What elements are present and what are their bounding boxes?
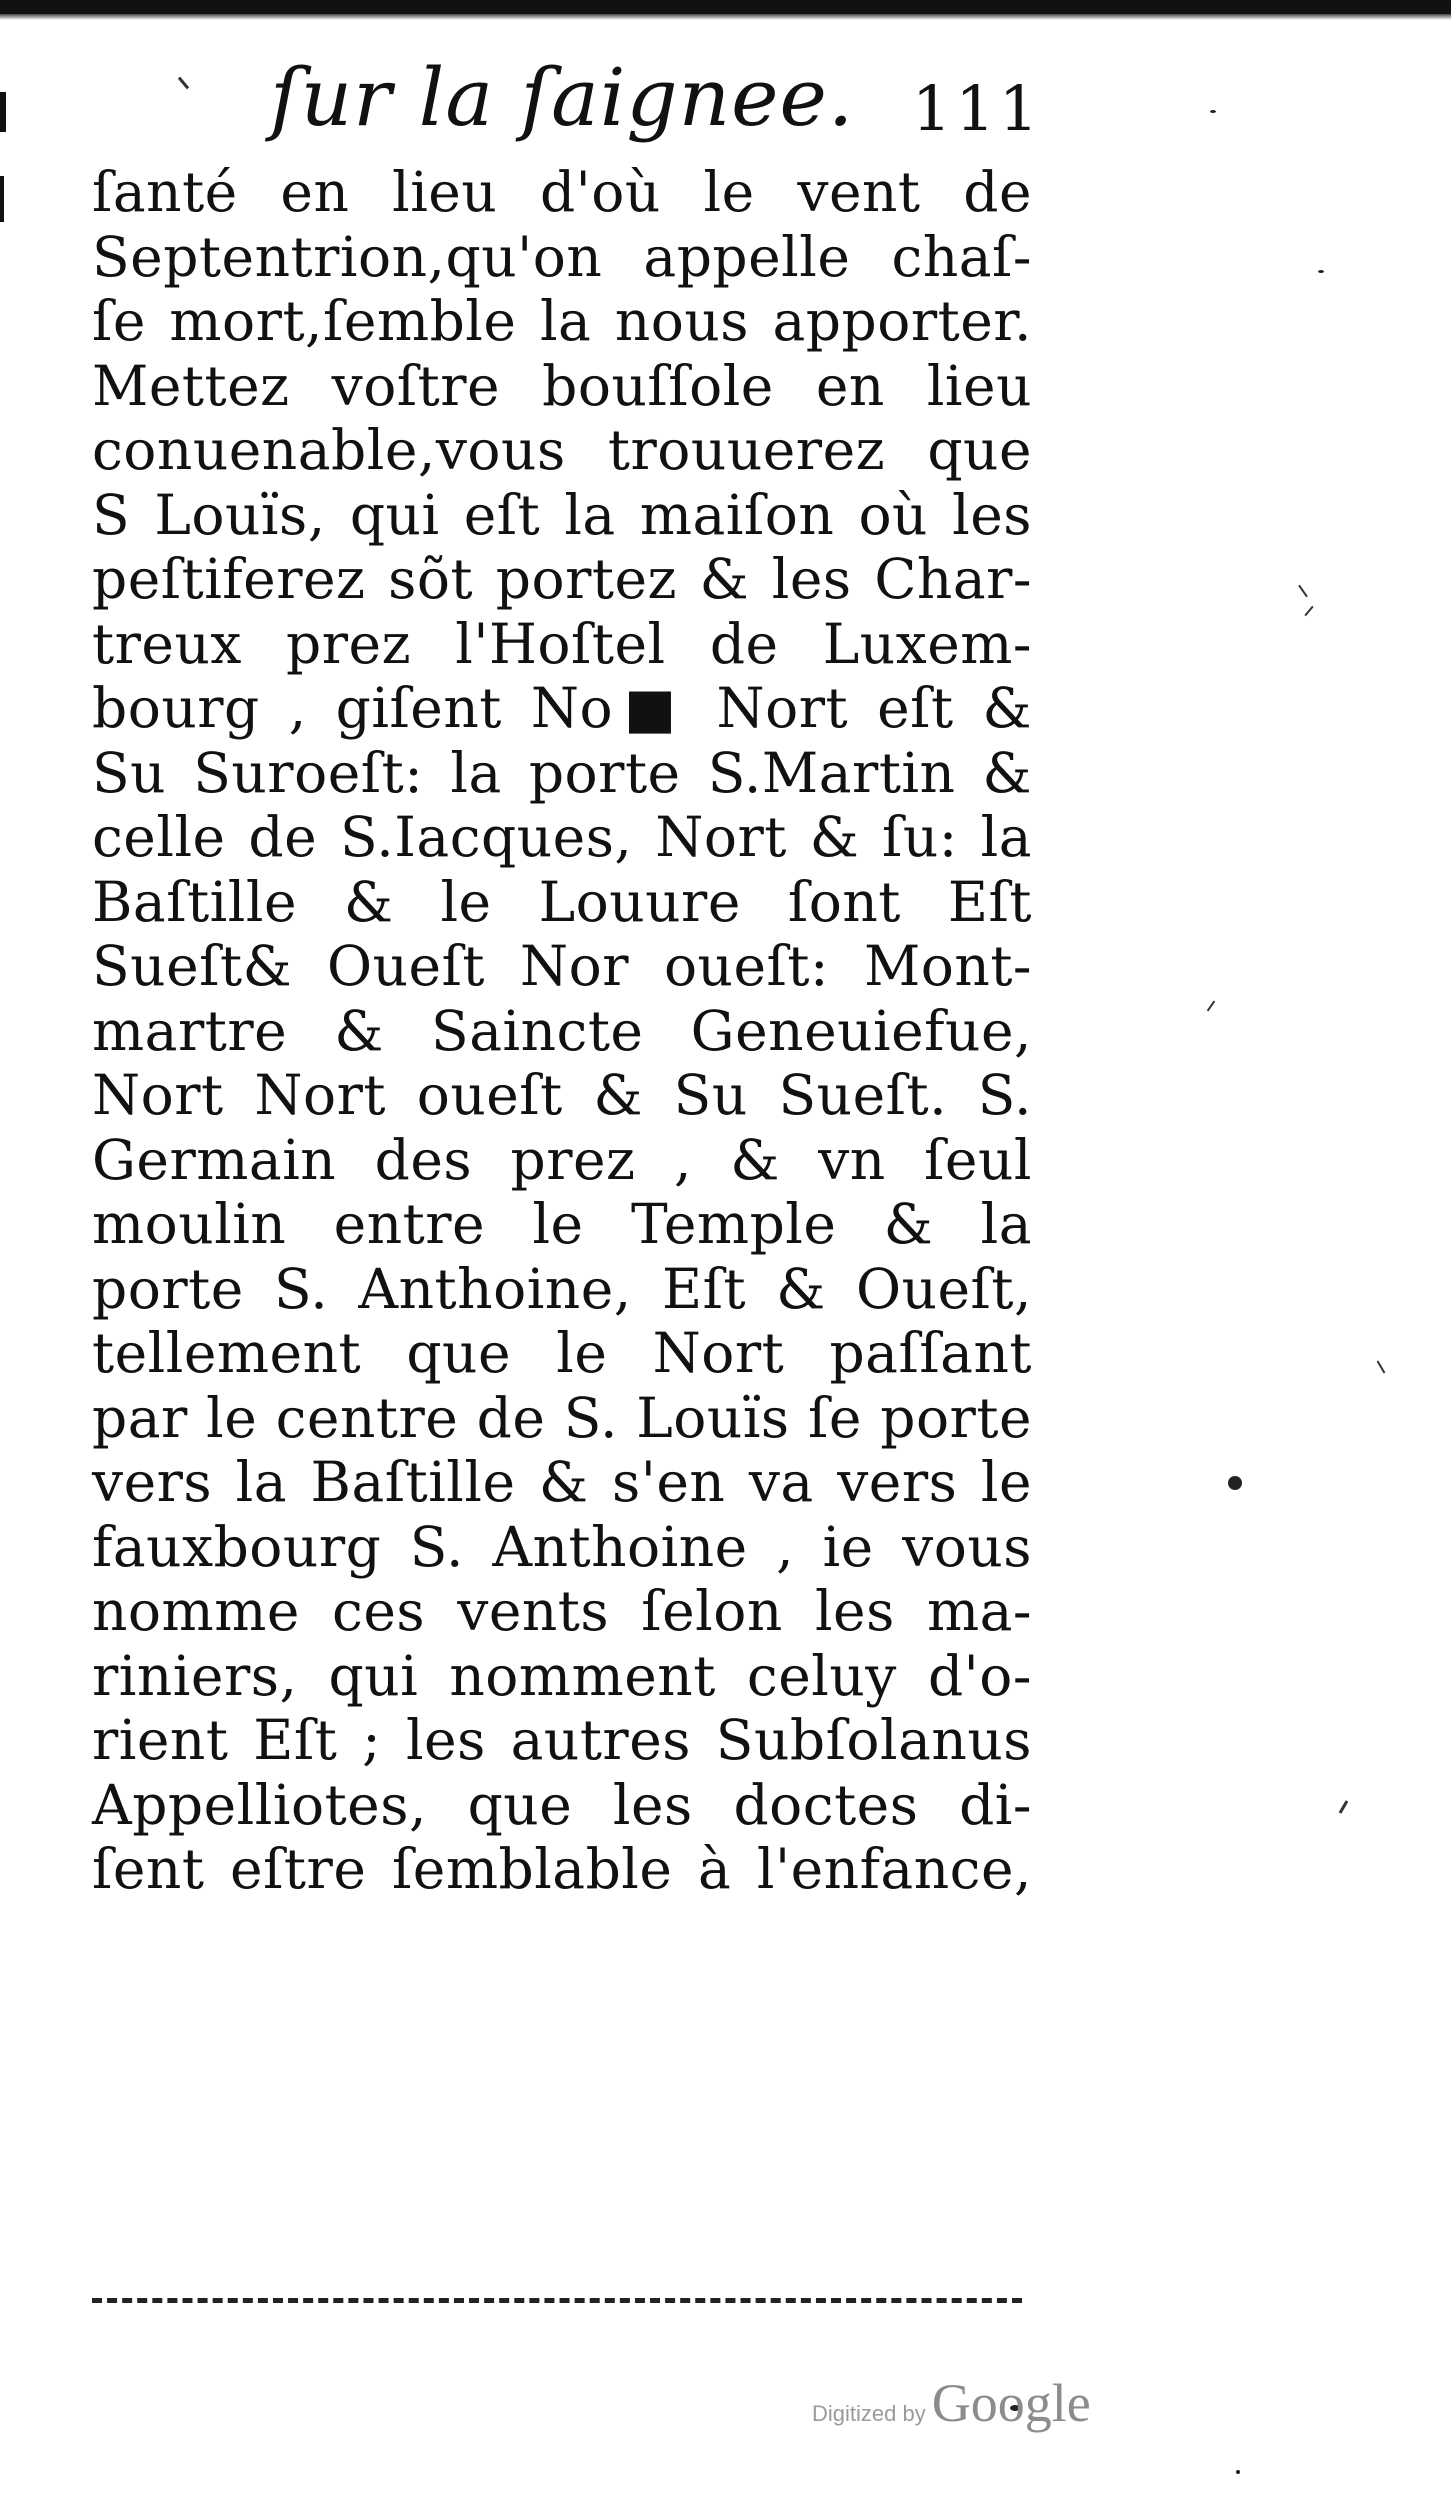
text-line: ſent eſtre ſemblable à l'enfance, [92,1837,1032,1901]
text-line: martre & Saincte Geneuiefue, [92,998,1032,1063]
stray-mark [1339,1800,1349,1814]
text-line: Nort Nort oueſt & Su Sueſt. S. [92,1063,1032,1127]
stray-mark [1207,1001,1216,1012]
page-top-edge-shadow [0,14,1451,20]
margin-mark [0,92,6,132]
text-line: tellement que le Nort paſſant [92,1321,1032,1385]
text-line: ſe mort,ſemble la nous apporter. [92,289,1032,353]
text-line: nomme ces vents ſelon les ma- [92,1579,1032,1643]
google-logo: Google [931,2373,1091,2433]
text-line: Mettez voſtre bouſſole en lieu [92,353,1032,418]
margin-mark [0,176,4,222]
text-line: ſanté en lieu d'où le vent de [92,160,1032,224]
text-line: par le centre de S. Louïs ſe porte [92,1385,1032,1450]
text-line: conuenable,vous trouuerez que [92,418,1032,482]
page-number: 111 [912,72,1043,145]
text-line: peſtiferez sõt portez & les Char- [92,547,1032,611]
text-line: Germain des prez , & vn ſeul [92,1127,1032,1192]
running-head: ſur la ſaignee. [270,51,855,144]
text-line: moulin entre le Temple & la [92,1192,1032,1256]
body-text [92,160,1032,1902]
digitized-by-watermark [812,2372,1091,2434]
text-line: Su Suroeſt: la porte S.Martin & [92,740,1032,805]
stray-mark [178,77,189,90]
text-line: bourg , giſent No■ Nort eſt & [92,676,1032,740]
text-line: porte S. Anthoine, Eſt & Oueſt, [92,1256,1032,1321]
ink-speck [1228,1476,1242,1490]
bottom-dashed-rule [92,2298,1022,2303]
stray-mark [1304,606,1313,616]
stray-mark [1298,585,1308,598]
text-line: celle de S.Iacques, Nort & ſu: la [92,805,1032,869]
text-line: Septentrion,qu'on appelle chaſ- [92,224,1032,289]
text-line: S Louïs, qui eſt la maiſon où les [92,482,1032,547]
page-top-edge [0,0,1451,14]
ink-speck [1210,110,1216,113]
text-line: fauxbourg S. Anthoine , ie vous [92,1514,1032,1579]
text-line: Appelliotes, que les doctes di- [92,1772,1032,1837]
text-line: Baſtille & le Louure ſont Eſt [92,869,1032,934]
text-line: Sueſt& Oueſt Nor oueſt: Mont- [92,934,1032,998]
ink-speck [1236,2470,1240,2474]
text-line: vers la Baſtille & s'en va vers le [92,1450,1032,1514]
ink-speck [1318,270,1324,273]
text-line: treux prez l'Hoſtel de Luxem- [92,611,1032,676]
text-line: rient Eſt ; les autres Subſolanus [92,1708,1032,1772]
text-line: riniers, qui nomment celuy d'o- [92,1643,1032,1708]
watermark-prefix: Digitized by [812,2401,926,2426]
stray-mark [1377,1360,1386,1373]
